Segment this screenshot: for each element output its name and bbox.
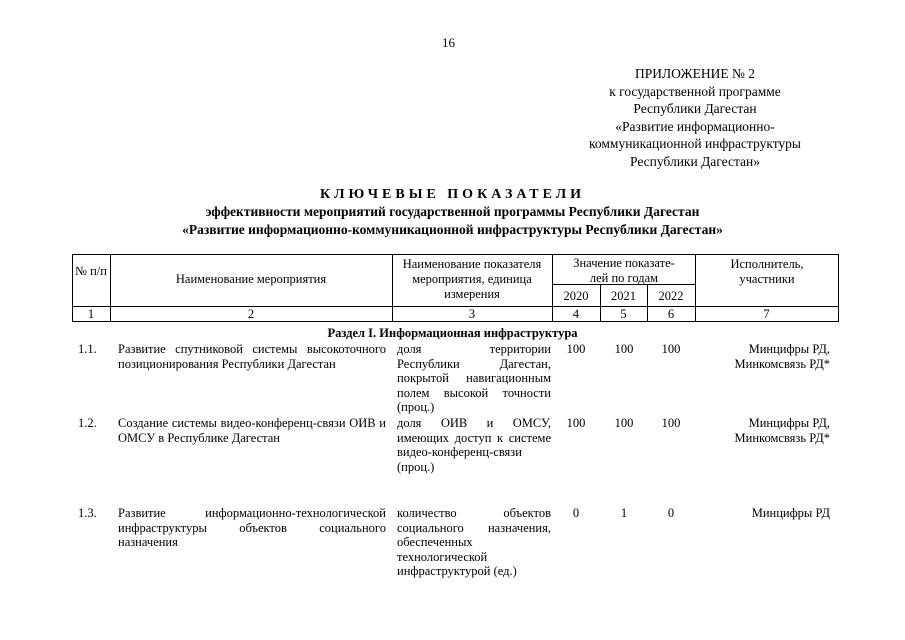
row-number: 1.3. bbox=[78, 506, 97, 520]
row-value-2021: 1 bbox=[620, 506, 628, 520]
column-number: 7 bbox=[763, 307, 770, 321]
header-year: 2022 bbox=[658, 289, 684, 303]
section-title: Раздел I. Информационная инфраструктура bbox=[327, 326, 578, 340]
table-right-border bbox=[838, 254, 839, 321]
table-top-border bbox=[72, 254, 839, 255]
row-value-2020: 100 bbox=[566, 342, 586, 356]
row-value-2020: 0 bbox=[572, 506, 580, 520]
column-number: 5 bbox=[620, 307, 627, 321]
appendix-line: к государственной программе bbox=[609, 83, 781, 99]
column-number: 3 bbox=[468, 307, 476, 321]
row-event: Развитие спутниковой системы высокоточного позиционирования Республики Дагестан bbox=[118, 342, 386, 371]
row-number: 1.1. bbox=[78, 342, 97, 356]
row-value-2022: 100 bbox=[661, 342, 681, 356]
row-value-2022: 100 bbox=[661, 416, 681, 430]
row-value-2020: 100 bbox=[566, 416, 586, 430]
row-event: Создание системы видео-конференц-связи ОИВ и ОМСУ в Республике Дагестан bbox=[118, 416, 386, 445]
appendix-line: коммуникационной инфраструктуры bbox=[589, 136, 801, 151]
row-event: Развитие информационно-технологической инфраструктуры объектов социального назначения bbox=[118, 506, 386, 549]
column-number: 2 bbox=[247, 307, 255, 321]
header-year: 2021 bbox=[611, 289, 636, 303]
row-indicator: доля территории Республики Дагестан, покрытой навигационным полем высокой точности (проц.) bbox=[397, 342, 551, 414]
column-number: 4 bbox=[572, 307, 580, 321]
appendix-line: Республики Дагестан» bbox=[629, 153, 760, 169]
header-values: Значение показате-лей по годам bbox=[573, 256, 675, 285]
appendix-line: ПРИЛОЖЕНИЕ № 2 bbox=[634, 66, 756, 81]
row-executor: Минцифры РД, Минкомсвязь РД* bbox=[734, 416, 830, 445]
column-number: 6 bbox=[667, 307, 675, 321]
appendix-line: «Развитие информационно- bbox=[615, 118, 775, 134]
document-title: КЛЮЧЕВЫЕ ПОКАЗАТЕЛИ bbox=[319, 187, 586, 202]
row-value-2022: 0 bbox=[667, 506, 675, 520]
row-executor: Минцифры РД, Минкомсвязь РД* bbox=[734, 342, 830, 371]
row-indicator: количество объектов социального назначения, обеспеченных технологической инфраструктурой (ед.) bbox=[397, 506, 551, 578]
row-indicator: доля ОИВ и ОМСУ, имеющих доступ к системе видео-конференц-связи (проц.) bbox=[397, 416, 551, 474]
header-event: Наименование мероприятия bbox=[175, 272, 327, 286]
column-number: 1 bbox=[87, 307, 95, 321]
appendix-header bbox=[560, 65, 830, 170]
row-value-2021: 100 bbox=[614, 342, 634, 356]
header-indicator: Наименование показателя мероприятия, единица измерения bbox=[402, 257, 542, 301]
header-num: № п/п bbox=[75, 264, 107, 278]
document-subtitle-line1: эффективности мероприятий государственной программы Республики Дагестан bbox=[205, 204, 700, 219]
row-executor: Минцифры РД bbox=[751, 506, 830, 520]
appendix-line: Республики Дагестан bbox=[633, 101, 757, 116]
page-number: 16 bbox=[442, 35, 455, 50]
header-year: 2020 bbox=[563, 289, 589, 303]
header-executor: Исполнитель, участники bbox=[730, 257, 804, 286]
row-number: 1.2. bbox=[78, 416, 97, 430]
document-subtitle-line2: «Развитие информационно-коммуникационной инфраструктуры Республики Дагестан» bbox=[182, 222, 723, 237]
row-value-2021: 100 bbox=[614, 416, 634, 430]
